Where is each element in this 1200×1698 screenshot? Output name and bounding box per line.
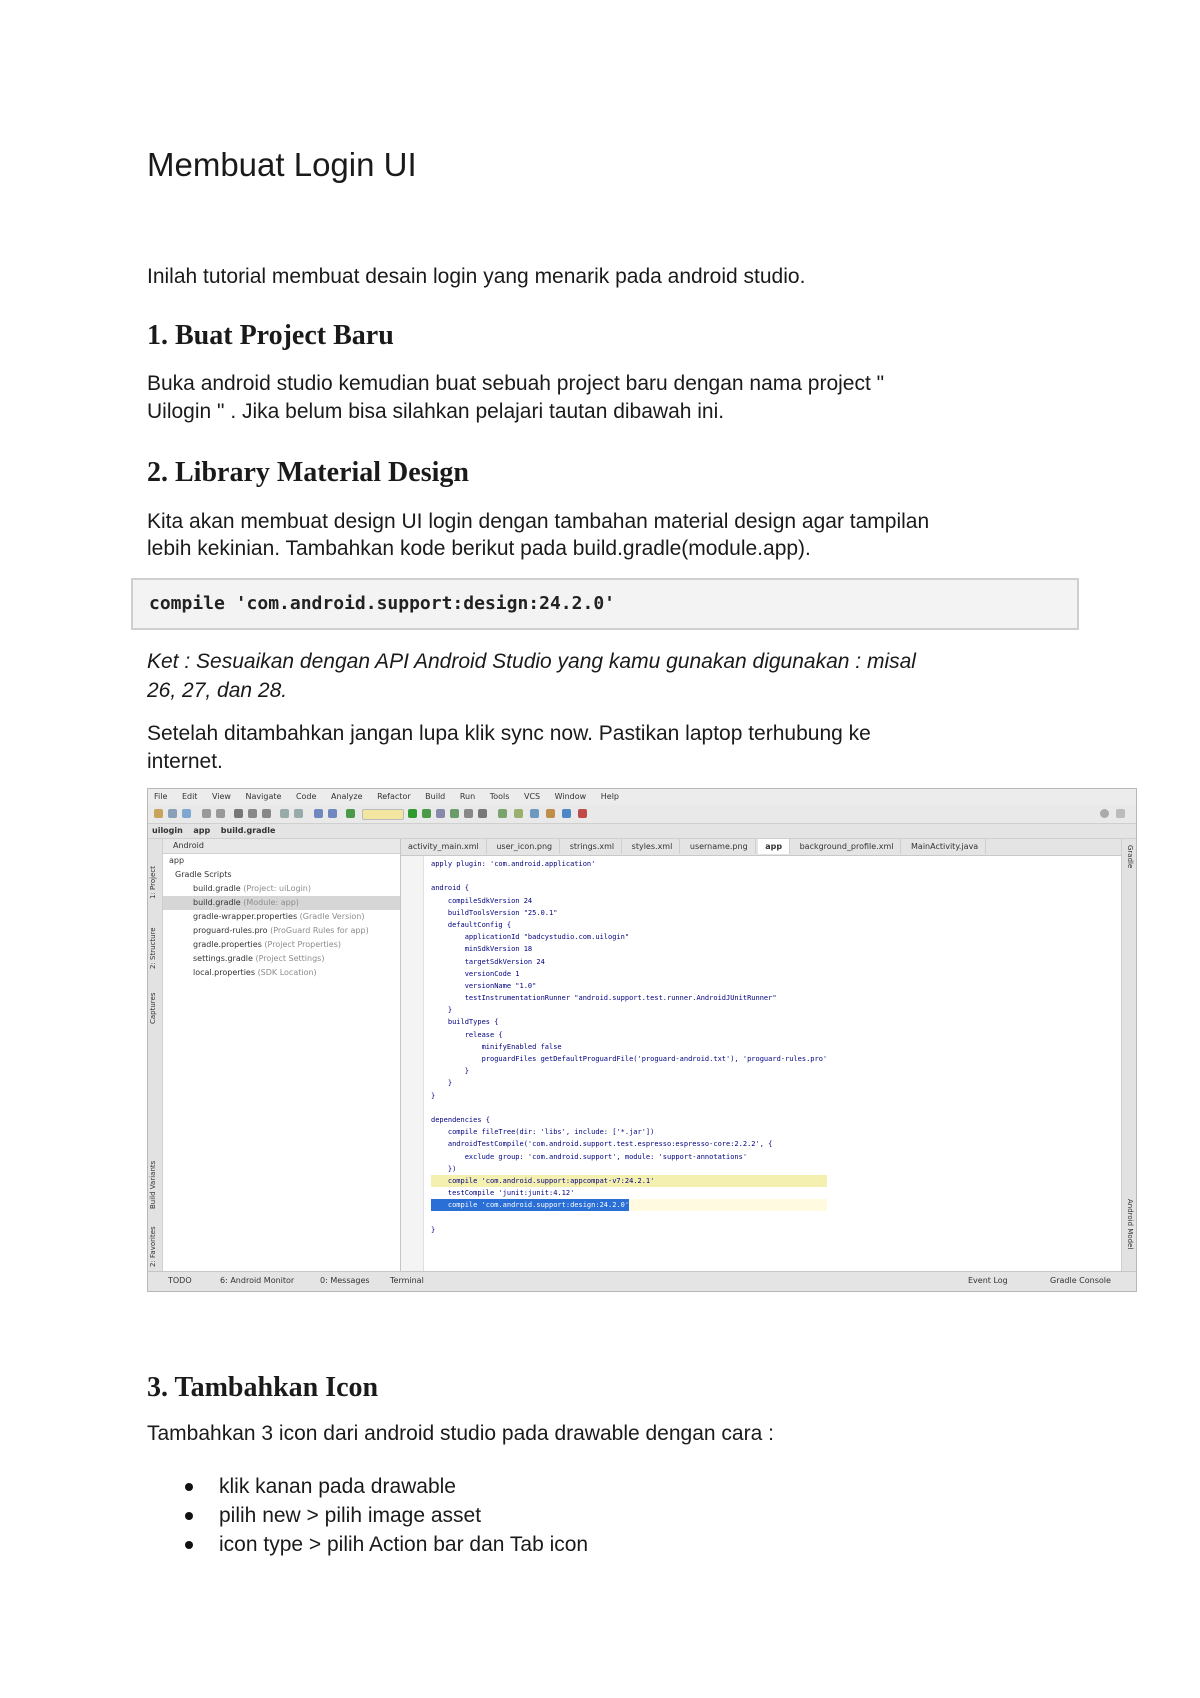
tool-tab-android-model[interactable]: Android Model <box>1126 1199 1134 1250</box>
find-icon[interactable] <box>280 809 289 818</box>
intro-text: Inilah tutorial membuat desain login yang menarik pada android studio. <box>147 265 806 288</box>
after-line-2: internet. <box>147 750 223 773</box>
steps-list <box>147 1472 588 1559</box>
code-line: applicationId "badcystudio.com.uilogin" <box>431 933 630 942</box>
tool-tab-captures[interactable]: Captures <box>149 992 157 1024</box>
breadcrumb-item[interactable]: build.gradle <box>220 826 276 835</box>
folder-icon[interactable] <box>154 809 163 818</box>
replace-icon[interactable] <box>294 809 303 818</box>
code-editor[interactable] <box>401 839 1121 1271</box>
code-line: targetSdkVersion 24 <box>431 957 545 966</box>
code-snippet <box>131 578 1079 630</box>
android-studio-screenshot <box>147 788 1137 1292</box>
tool-tab-favorites[interactable]: 2: Favorites <box>149 1226 157 1267</box>
status-bar <box>148 1271 1136 1291</box>
tree-item[interactable]: local.properties (SDK Location) <box>193 968 317 977</box>
tree-item[interactable]: build.gradle (Project: uiLogin) <box>193 884 311 893</box>
menu-code[interactable]: Code <box>295 792 317 801</box>
breadcrumb-item[interactable]: uilogin <box>152 826 183 835</box>
menu-file[interactable]: File <box>154 792 168 801</box>
section-1-line-2: Uilogin " . Jika belum bisa silahkan pelajari tautan dibawah ini. <box>147 400 725 423</box>
code-line: android { <box>431 884 469 893</box>
save-icon[interactable] <box>168 809 177 818</box>
project-panel <box>163 839 401 1271</box>
run-icon[interactable] <box>408 809 417 818</box>
tree-item-gradle-scripts[interactable]: Gradle Scripts <box>175 870 232 879</box>
tool-tab-project[interactable]: 1: Project <box>149 866 157 899</box>
tree-item-selected[interactable]: build.gradle (Module: app) <box>163 896 400 910</box>
make-icon[interactable] <box>346 809 355 818</box>
monitor-icon[interactable] <box>546 809 555 818</box>
list-item: icon type > pilih Action bar dan Tab icon <box>147 1530 588 1559</box>
code-line <box>431 1102 827 1114</box>
layout-icon[interactable] <box>530 809 539 818</box>
code-line: versionCode 1 <box>431 969 520 978</box>
code-line-selected: compile 'com.android.support:design:24.2.0' <box>431 1199 629 1211</box>
code-line: testInstrumentationRunner "android.support.test.runner.AndroidJUnitRunner" <box>431 994 777 1003</box>
section-2-line-2: lebih kekinian. Tambahkan kode berikut pada build.gradle(module.app). <box>147 537 811 560</box>
tool-tab-structure[interactable]: 2: Structure <box>149 927 157 969</box>
list-item: klik kanan pada drawable <box>147 1472 588 1501</box>
code-line: } <box>431 1067 469 1076</box>
code-line: }) <box>431 1164 457 1173</box>
tree-item[interactable]: gradle.properties (Project Properties) <box>193 940 341 949</box>
editor-tab[interactable]: styles.xml <box>625 839 681 854</box>
forward-icon[interactable] <box>328 809 337 818</box>
code-text: compile 'com.android.support:design:24.2.0' <box>149 593 615 614</box>
code-line: buildTypes { <box>431 1018 499 1027</box>
attach-icon[interactable] <box>436 809 445 818</box>
code-line: exclude group: 'com.android.support', module: 'support-annotations' <box>431 1152 748 1161</box>
tree-item[interactable]: proguard-rules.pro (ProGuard Rules for app) <box>193 926 369 935</box>
editor-gutter <box>401 856 424 1271</box>
status-event-log[interactable]: Event Log <box>968 1276 1008 1285</box>
debug-icon[interactable] <box>422 809 431 818</box>
menu-tools[interactable]: Tools <box>489 792 510 801</box>
status-todo[interactable]: TODO <box>168 1276 192 1285</box>
avd-manager-icon[interactable] <box>514 809 523 818</box>
back-icon[interactable] <box>314 809 323 818</box>
section-1-line-1: Buka android studio kemudian buat sebuah project baru dengan nama project " <box>147 372 885 395</box>
code-line: testCompile 'junit:junit:4.12' <box>431 1189 575 1198</box>
menu-analyze[interactable]: Analyze <box>330 792 363 801</box>
code-line: release { <box>431 1030 503 1039</box>
project-tree <box>163 854 400 980</box>
code-line: minSdkVersion 18 <box>431 945 533 954</box>
right-tool-strip <box>1121 839 1136 1271</box>
ide-menubar <box>148 789 1136 805</box>
ide-toolbar <box>148 805 1136 824</box>
code-line: compile fileTree(dir: 'libs', include: ['*.jar']) <box>431 1128 655 1137</box>
menu-navigate[interactable]: Navigate <box>245 792 282 801</box>
editor-tab[interactable]: strings.xml <box>563 839 622 854</box>
editor-tab[interactable]: activity_main.xml <box>401 839 487 854</box>
sdk-manager-icon[interactable] <box>498 809 507 818</box>
menu-help[interactable]: Help <box>600 792 619 801</box>
menu-window[interactable]: Window <box>554 792 587 801</box>
tool-tab-gradle[interactable]: Gradle <box>1126 845 1134 869</box>
status-terminal[interactable]: Terminal <box>390 1276 424 1285</box>
profile-icon[interactable] <box>464 809 473 818</box>
code-line: defaultConfig { <box>431 920 512 929</box>
code-line: compile 'com.android.support:appcompat-v7:24.2.1' <box>431 1175 827 1187</box>
menu-run[interactable]: Run <box>459 792 476 801</box>
section-3-heading: 3. Tambahkan Icon <box>147 1372 379 1403</box>
after-line-1: Setelah ditambahkan jangan lupa klik sync now. Pastikan laptop terhubung ke <box>147 722 871 745</box>
note-line-2: 26, 27, dan 28. <box>147 679 288 702</box>
tree-item-app[interactable]: app <box>169 856 185 865</box>
code-line: } <box>431 1091 436 1100</box>
status-messages[interactable]: 0: Messages <box>320 1276 370 1285</box>
code-line: dependencies { <box>431 1115 491 1124</box>
breadcrumb-item[interactable]: app <box>193 826 211 835</box>
code-lines <box>431 858 827 1236</box>
tree-item[interactable]: settings.gradle (Project Settings) <box>193 954 325 963</box>
section-3-text: Tambahkan 3 icon dari android studio pada drawable dengan cara : <box>147 1422 774 1445</box>
run-config-select[interactable] <box>362 809 404 820</box>
status-gradle-console[interactable]: Gradle Console <box>1050 1276 1111 1285</box>
project-view-select[interactable]: Android <box>163 839 400 854</box>
settings-icon[interactable] <box>1116 809 1125 818</box>
editor-tab[interactable]: MainActivity.java <box>904 839 986 854</box>
cut-icon[interactable] <box>234 809 243 818</box>
code-line: proguardFiles getDefaultProguardFile('proguard-android.txt'), 'proguard-rules.pro' <box>431 1055 828 1063</box>
left-tool-strip <box>148 839 163 1271</box>
editor-tab-active[interactable]: app <box>758 839 790 854</box>
menu-edit[interactable]: Edit <box>181 792 198 801</box>
editor-tab[interactable]: user_icon.png <box>489 839 560 854</box>
editor-tabs <box>401 839 1121 856</box>
sync-icon[interactable] <box>182 809 191 818</box>
tool-tab-build-variants[interactable]: Build Variants <box>149 1160 157 1209</box>
menu-vcs[interactable]: VCS <box>523 792 541 801</box>
paste-icon[interactable] <box>262 809 271 818</box>
redo-icon[interactable] <box>216 809 225 818</box>
code-line: compileSdkVersion 24 <box>431 896 533 905</box>
code-line <box>431 870 827 882</box>
section-1-heading: 1. Buat Project Baru <box>147 320 394 351</box>
status-android-monitor[interactable]: 6: Android Monitor <box>220 1276 295 1285</box>
list-item: pilih new > pilih image asset <box>147 1501 588 1530</box>
menu-build[interactable]: Build <box>425 792 446 801</box>
tree-item[interactable]: gradle-wrapper.properties (Gradle Version) <box>193 912 365 921</box>
code-line: minifyEnabled false <box>431 1042 562 1051</box>
search-icon[interactable] <box>1100 809 1109 818</box>
code-line: buildToolsVersion "25.0.1" <box>431 908 558 917</box>
menu-refactor[interactable]: Refactor <box>377 792 411 801</box>
note-line-1: Ket : Sesuaikan dengan API Android Studio yang kamu gunakan digunakan : misal <box>147 650 916 673</box>
code-line: } <box>431 1006 453 1015</box>
code-line <box>431 1211 827 1223</box>
copy-icon[interactable] <box>248 809 257 818</box>
editor-tab[interactable]: background_profile.xml <box>793 839 902 854</box>
breadcrumb <box>148 824 1136 839</box>
android-icon[interactable] <box>578 809 587 818</box>
help-icon[interactable] <box>562 809 571 818</box>
page-title: Membuat Login UI <box>147 146 417 183</box>
code-line: apply plugin: 'com.android.application' <box>431 860 596 868</box>
section-2-line-1: Kita akan membuat design UI login dengan tambahan material design agar tampilan <box>147 510 930 533</box>
section-2-heading: 2. Library Material Design <box>147 457 469 488</box>
menu-view[interactable]: View <box>211 792 231 801</box>
code-line: androidTestCompile('com.android.support.test.espresso:espresso-core:2.2.2', { <box>431 1140 773 1149</box>
code-line: } <box>431 1225 436 1234</box>
code-line: versionName "1.0" <box>431 981 537 990</box>
editor-tab[interactable]: username.png <box>683 839 756 854</box>
undo-icon[interactable] <box>202 809 211 818</box>
stop-icon[interactable] <box>478 809 487 818</box>
coverage-icon[interactable] <box>450 809 459 818</box>
code-line: } <box>431 1079 453 1088</box>
